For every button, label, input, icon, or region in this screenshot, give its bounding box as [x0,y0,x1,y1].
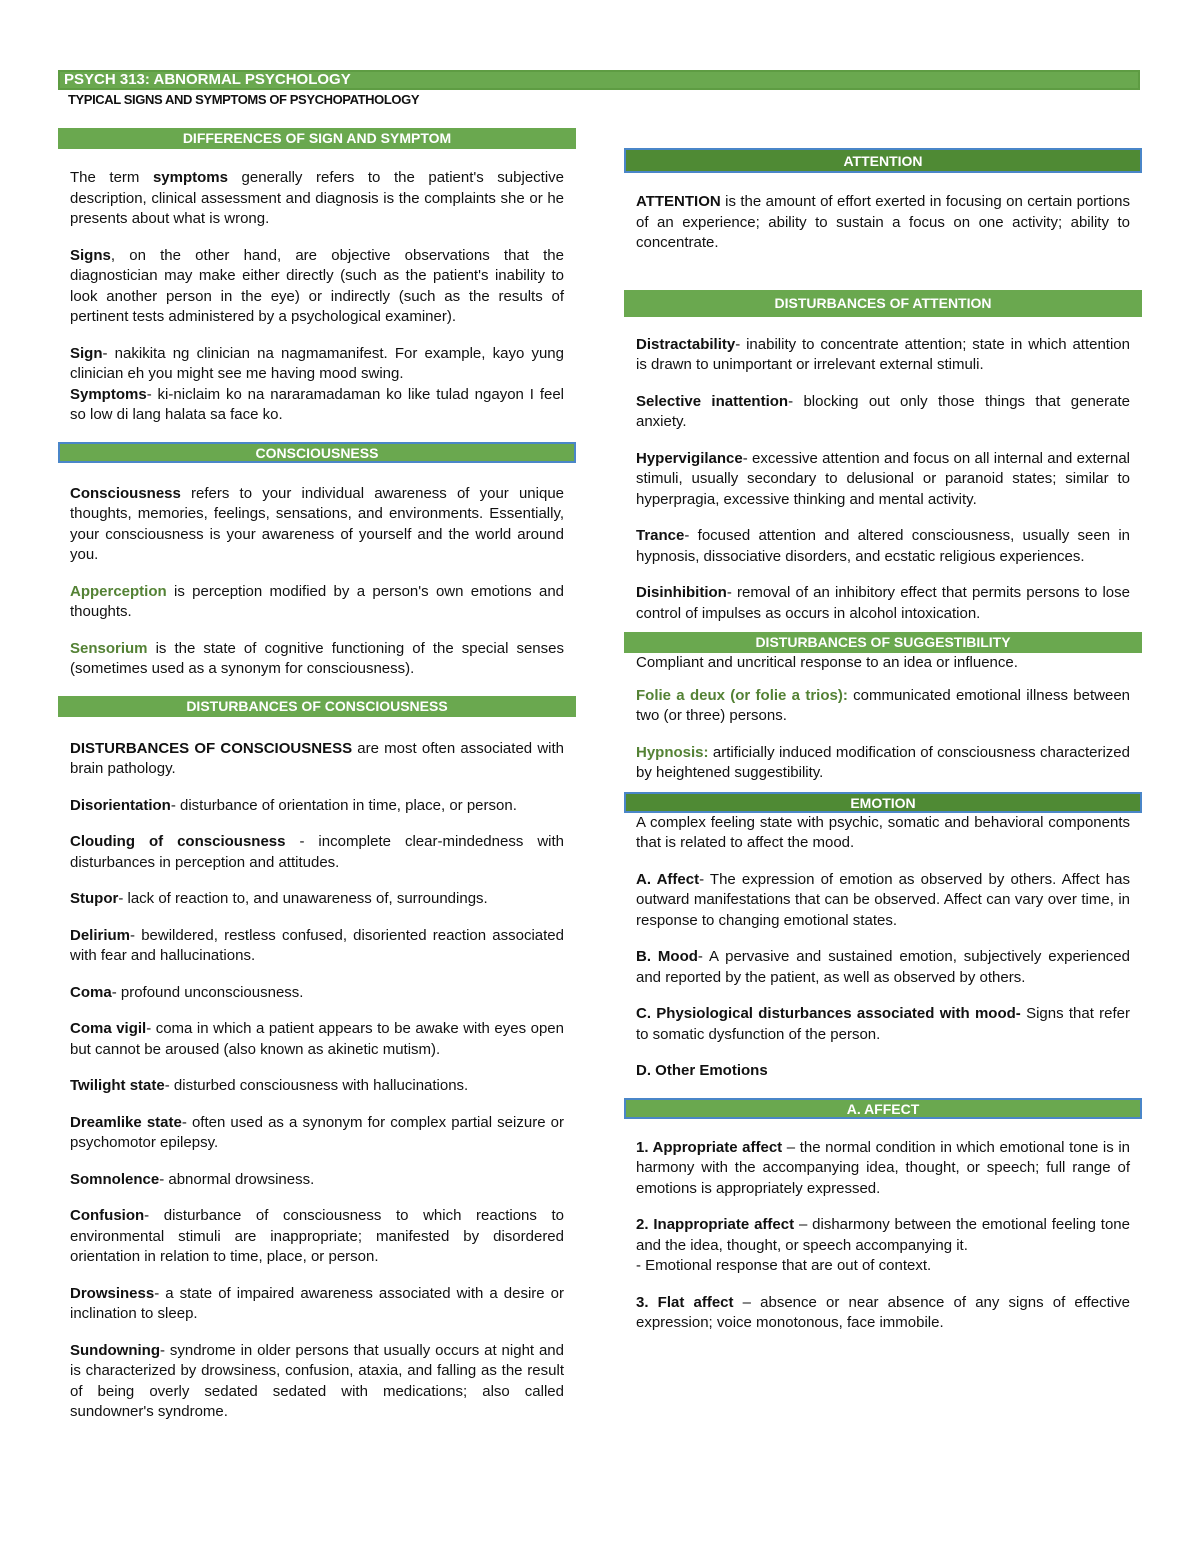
list-item: Coma- profound unconsciousness. [70,983,304,1001]
left-column [58,128,576,1439]
section-heading-disturbances-attention: DISTURBANCES OF ATTENTION [624,290,1142,317]
section-heading-consciousness: CONSCIOUSNESS [58,442,576,463]
list-item: Twilight state- disturbed consciousness with hallucinations. [70,1077,469,1094]
paragraph-symptoms: The term symptoms generally refers to the patient's subjective description, clinical assessment and diagnosis is the complaints she or he presents about what is wrong. [70,169,565,227]
section-heading-suggestibility: DISTURBANCES OF SUGGESTIBILITY [624,632,1142,653]
paragraph-suggestibility-intro: Compliant and uncritical response to an idea or influence. [636,654,1018,671]
paragraph-other-emotions: D. Other Emotions [636,1062,768,1079]
paragraph-sign-note: Sign- nakikita ng clinician na nagmamanifest. For example, kayo yung clinician eh you might see me having mood swing. [70,344,564,382]
paragraph-apperception: Apperception is perception modified by a person's own emotions and thoughts. [70,582,564,620]
paragraph-symptoms-note: Symptoms- ki-niclaim ko na nararamadaman ko like tulad ngayon I feel so low di lang halata sa face ko. [70,385,564,423]
list-item: 1. Appropriate affect – the normal condition in which emotional tone is in harmony with the accompanying idea, thought, or speech; full range of emotions is appropriately expressed. [636,1138,1130,1197]
paragraph-folie: Folie a deux (or folie a trios): communicated emotional illness between two (or three) persons. [636,686,1130,724]
list-item: 3. Flat affect – absence or near absence of any signs of effective expression; voice monotonous, face immobile. [636,1293,1130,1331]
list-item: Stupor- lack of reaction to, and unawareness of, surroundings. [70,890,488,907]
list-item: Disorientation- disturbance of orientation in time, place, or person. [70,796,517,814]
list-item: Somnolence- abnormal drowsiness. [70,1170,315,1188]
section-heading-disturbances-consciousness: DISTURBANCES OF CONSCIOUSNESS [58,696,576,717]
section-body-suggestibility [624,653,1142,784]
list-item: Confusion- disturbance of consciousness to which reactions to environmental stimuli are inappropriate; manifested by disordered orientation in relation to time, place, or person. [70,1207,564,1265]
course-title: PSYCH 313: ABNORMAL PSYCHOLOGY [64,71,351,88]
list-item: Clouding of consciousness - incomplete clear-mindedness with disturbances in perception and attitudes. [70,833,564,871]
paragraph-signs: Signs, on the other hand, are objective observations that the diagnostician may make either directly (such as the patient's inability to look another person in the eye) or indirectly (such as the results of pertinent tests administered by a psychological examiner). [70,246,564,325]
paragraph-affect: A. Affect- The expression of emotion as observed by others. Affect has outward manifestations that can be observed. Affect can vary over time, in response to changing emotional states. [636,870,1130,929]
section-body-consciousness [58,463,576,680]
paragraph-hypnosis: Hypnosis: artificially induced modification of consciousness characterized by heightened suggestibility. [636,743,1130,781]
list-item: Coma vigil- coma in which a patient appears to be awake with eyes open but cannot be aroused (also known as akinetic mutism). [70,1020,564,1058]
list-item: Disinhibition- removal of an inhibitory effect that permits persons to lose control of impulses as occurs in alcohol intoxication. [636,584,1130,622]
document-subtitle: TYPICAL SIGNS AND SYMPTOMS OF PSYCHOPATHOLOGY [68,92,420,107]
section-heading-sign-symptom: DIFFERENCES OF SIGN AND SYMPTOM [58,128,576,149]
section-body-disturbances-attention [624,317,1142,625]
paragraph-sensorium: Sensorium is the state of cognitive functioning of the special senses (sometimes used as a synonym for consciousness). [70,639,564,677]
paragraph-disturbances-intro: DISTURBANCES OF CONSCIOUSNESS are most often associated with brain pathology. [70,739,564,777]
section-body-disturbances-consciousness [58,717,576,1423]
list-item: Dreamlike state- often used as a synonym for complex partial seizure or psychomotor epilepsy. [70,1113,564,1151]
list-item: Delirium- bewildered, restless confused, disoriented reaction associated with fear and hallucinations. [70,926,564,964]
paragraph-emotion-intro: A complex feeling state with psychic, somatic and behavioral components that is related to affect the mood. [636,813,1130,851]
section-body-emotion [624,813,1142,1082]
section-heading-affect: A. AFFECT [624,1098,1142,1119]
right-column [624,148,1142,1350]
section-heading-attention: ATTENTION [624,148,1142,173]
paragraph-attention: ATTENTION is the amount of effort exerted in focusing on certain portions of an experience; ability to sustain a focus on one activity; ability to concentrate. [636,193,1130,251]
list-item: Sundowning- syndrome in older persons that usually occurs at night and is characterized by drowsiness, confusion, ataxia, and falling as the result of being overly sedated sedated with medications; also called sundowner's syndrome. [70,1341,564,1420]
list-item: 2. Inappropriate affect – disharmony between the emotional feeling tone and the idea, thought, or speech accompanying it. [636,1216,1130,1254]
paragraph-mood: B. Mood- A pervasive and sustained emotion, subjectively experienced and reported by the patient, as well as observed by others. [636,948,1130,986]
list-item: Hypervigilance- excessive attention and focus on all internal and external stimuli, usually secondary to delusional or paranoid states; similar to hyperpragia, excessive thinking and mental activity. [636,449,1130,508]
section-body-affect [624,1119,1142,1334]
list-item: Selective inattention- blocking out only those things that generate anxiety. [636,392,1131,430]
list-item: Distractability- inability to concentrate attention; state in which attention is drawn to unimportant or irrelevant external stimuli. [636,335,1130,373]
list-item-note: - Emotional response that are out of context. [636,1257,932,1274]
section-heading-emotion: EMOTION [624,792,1142,813]
section-body-attention [624,173,1142,254]
list-item: Drowsiness- a state of impaired awareness associated with a desire or inclination to sleep. [70,1284,564,1322]
list-item: Trance- focused attention and altered consciousness, usually seen in hypnosis, dissociative disorders, and ecstatic religious experiences. [636,527,1130,565]
paragraph-consciousness: Consciousness refers to your individual awareness of your unique thoughts, memories, feelings, sensations, and environments. Essentially, your consciousness is your awareness of yourself and the world around you. [70,484,564,563]
section-body-sign-symptom [58,149,576,426]
paragraph-physiological: C. Physiological disturbances associated with mood- Signs that refer to somatic dysfunction of the person. [636,1005,1131,1043]
